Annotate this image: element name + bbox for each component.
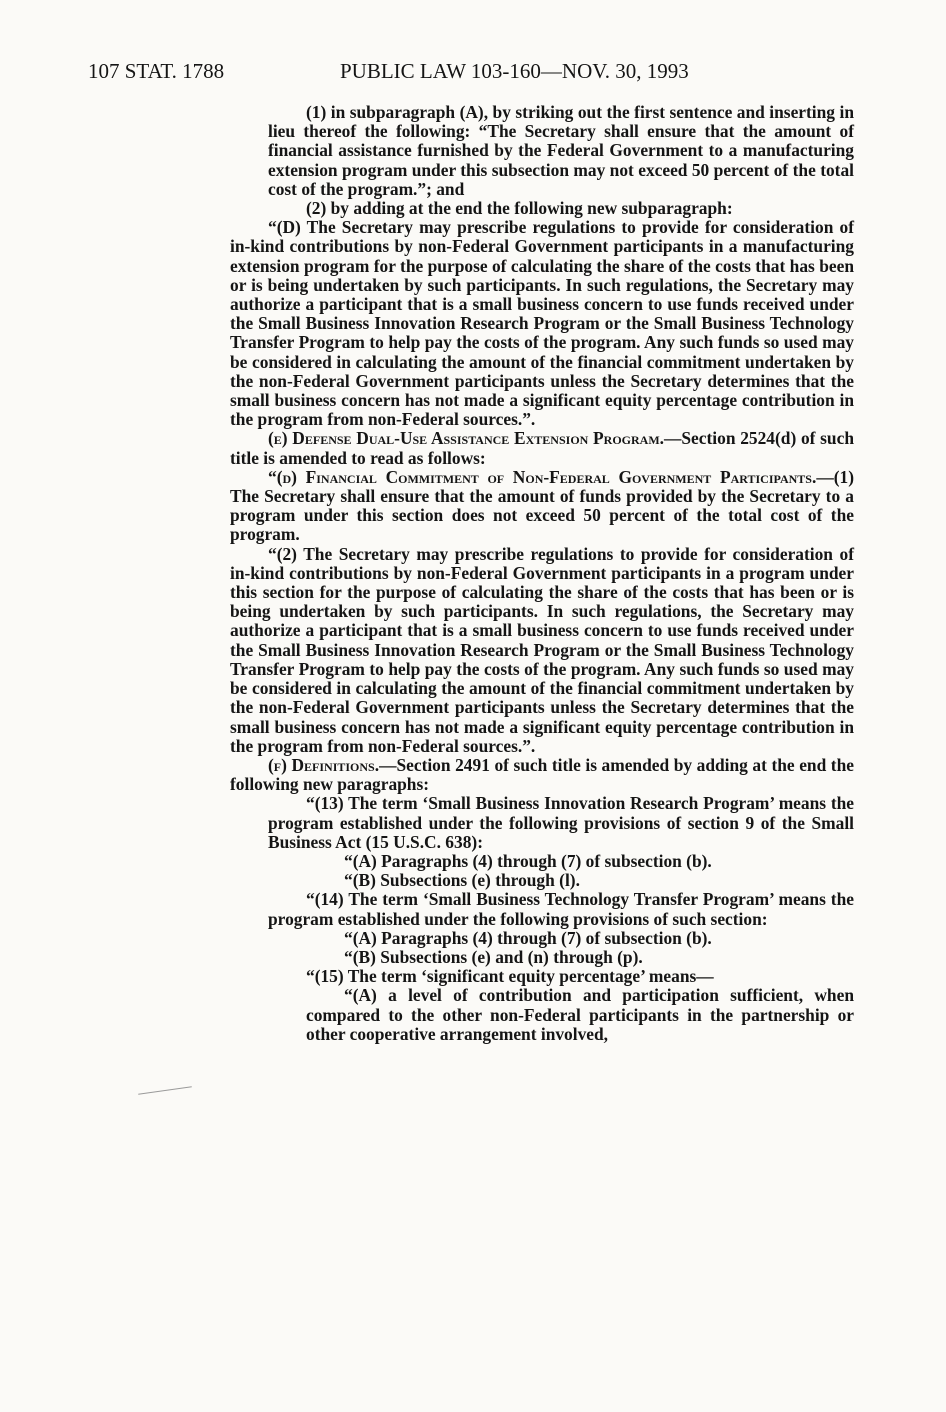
section-d-text: —(1) The Secretary shall ensure that the amount of funds provided by the Secretary to a program under this section does not exceed 50 percent of the total cost of the program.: [230, 466, 854, 545]
section-e: [230, 429, 854, 467]
paragraph-1: (1) in subparagraph (A), by striking out the first sentence and inserting in lieu thereof the following: “The Secretary shall ensure that the amount of financial assistance furnished by the Federal Government to a manufacturing extension program under this subsection may not exceed 50 percent of the total cost of the program.”; and: [268, 102, 854, 199]
public-law-title: PUBLIC LAW 103-160—NOV. 30, 1993: [340, 59, 689, 83]
page-header: [88, 54, 886, 88]
paragraph-d-2: “(2) The Secretary may prescribe regulations to provide for consideration of in-kind contributions by non-Federal Government participants in a program under this section for the purpose of calculating the share of the costs that has been or is being undertaken by such participants. In such regulations, the Secretary may authorize a participant that is a small business concern to use funds received under the Small Business Innovation Research Program or the Small Business Technology Transfer Program to help pay the costs of the program. Any such funds so used may be considered in calculating the amount of the financial commitment undertaken by the non-Federal Government participants unless the Secretary determines that the small business concern has not made a significant equity percentage contribution in the program from non-Federal sources.”.: [230, 543, 854, 756]
definition-13-a: “(A) Paragraphs (4) through (7) of subsection (b).: [344, 850, 712, 871]
section-d-heading: “(d) Financial Commitment of Non-Federal Government Participants.: [268, 466, 817, 487]
section-e-text: —Section 2524(d) of such title is amended to read as follows:: [230, 428, 854, 468]
definition-13: “(13) The term ‘Small Business Innovation Research Program’ means the program established under the following provisions of section 9 of the Small Business Act (15 U.S.C. 638):: [268, 793, 854, 852]
paragraph-subparagraph-d: “(D) The Secretary may prescribe regulations to provide for consideration of in-kind contributions by non-Federal Government participants in a manufacturing extension program for the purpose of calculating the share of the costs that has been or is being undertaken by such participants. In such regulations, the Secretary may authorize a participant that is a small business concern to use funds received under the Small Business Innovation Research Program or the Small Business Technology Transfer Program to help pay the costs of the program. Any such funds so used may be considered in calculating the amount of the financial commitment undertaken by the non-Federal Government participants unless the Secretary determines that the small business concern has not made a significant equity percentage contribution in the program from non-Federal sources.”.: [230, 217, 854, 430]
section-d-financial-commitment: [230, 468, 854, 545]
definition-14-a: “(A) Paragraphs (4) through (7) of subsection (b).: [344, 927, 712, 948]
definition-14-b: “(B) Subsections (e) and (n) through (p).: [344, 946, 643, 967]
section-e-heading: (e) Defense Dual-Use Assistance Extension Program.: [268, 428, 664, 449]
section-f-text: —Section 2491 of such title is amended by adding at the end the following new paragraphs:: [230, 754, 854, 795]
statute-page-number: 107 STAT. 1788: [88, 59, 225, 83]
section-f: [230, 756, 854, 794]
definition-14: “(14) The term ‘Small Business Technology Transfer Program’ means the program established under the following provisions of such section:: [268, 889, 854, 929]
document-body: [230, 103, 854, 1044]
scan-mark: [138, 1086, 192, 1095]
definition-15-a: “(A) a level of contribution and participation sufficient, when compared to the other non-Federal participants in the partnership or other cooperative arrangement involved,: [306, 985, 854, 1044]
definition-15: “(15) The term ‘significant equity percentage’ means—: [306, 966, 714, 987]
section-f-heading: (f) Definitions.: [268, 754, 380, 775]
definition-13-b: “(B) Subsections (e) through (l).: [344, 870, 580, 891]
paragraph-2: (2) by adding at the end the following new subparagraph:: [306, 198, 733, 219]
